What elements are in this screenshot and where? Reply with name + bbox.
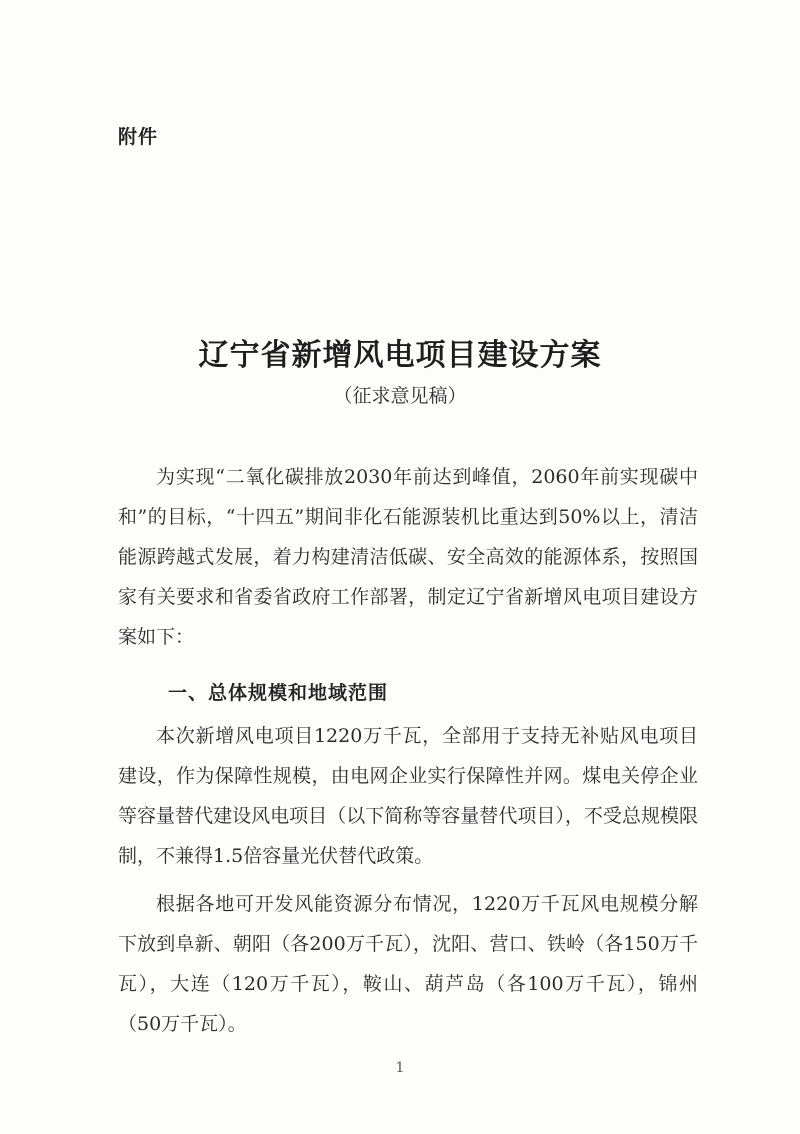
- attachment-label: 附件: [118, 126, 159, 148]
- section-heading: 一、总体规模和地域范围: [168, 682, 389, 704]
- section-paragraph: 根据各地可开发风能资源分布情况，1220万千瓦风电规模分解下放到阜新、朝阳（各200万千瓦），沈阳、营口、铁岭（各150万千瓦），大连（120万千瓦），鞍山、葫芦岛（各100万千瓦），锦州（50万千瓦）。: [118, 893, 698, 1035]
- document-title: 辽宁省新增风电项目建设方案: [198, 338, 602, 373]
- section-paragraph-block: [118, 716, 698, 876]
- document-subtitle: （征求意见稿）: [333, 385, 467, 407]
- intro-paragraph: 为实现“二氧化碳排放2030年前达到峰值，2060年前实现碳中和”的目标，“十四五”期间非化石能源装机比重达到50%以上，清洁能源跨越式发展，着力构建清洁低碳、安全高效的能源体系，按照国家有关要求和省委省政府工作部署，制定辽宁省新增风电项目建设方案如下：: [118, 466, 698, 648]
- section-paragraph: 本次新增风电项目1220万千瓦，全部用于支持无补贴风电项目建设，作为保障性规模，由电网企业实行保障性并网。煤电关停企业等容量替代建设风电项目（以下简称等容量替代项目），不受总规模限制，不兼得1.5倍容量光伏替代政策。: [118, 725, 698, 867]
- page-number: 1: [395, 1060, 405, 1076]
- intro-paragraph-block: [118, 457, 698, 657]
- section-paragraph-block: [118, 884, 698, 1044]
